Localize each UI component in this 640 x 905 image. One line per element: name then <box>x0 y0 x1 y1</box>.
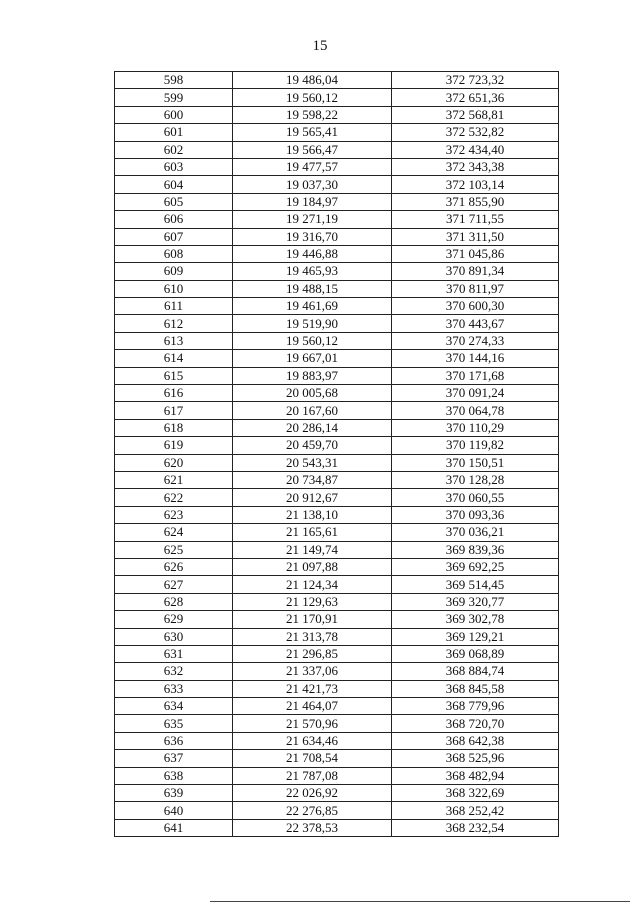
point-number-cell: 622 <box>115 489 233 506</box>
point-number-cell: 599 <box>115 89 233 106</box>
y-coordinate-cell: 372 723,32 <box>392 72 559 89</box>
table-row <box>115 124 559 141</box>
x-coordinate-cell: 21 165,61 <box>233 524 392 541</box>
table-row <box>115 263 559 280</box>
table-row <box>115 367 559 384</box>
point-number-cell: 614 <box>115 350 233 367</box>
table-row <box>115 211 559 228</box>
point-number-cell: 602 <box>115 141 233 158</box>
x-coordinate-cell: 21 149,74 <box>233 541 392 558</box>
table-row <box>115 611 559 628</box>
y-coordinate-cell: 369 692,25 <box>392 558 559 575</box>
y-coordinate-cell: 370 110,29 <box>392 419 559 436</box>
table-row <box>115 541 559 558</box>
y-coordinate-cell: 372 651,36 <box>392 89 559 106</box>
point-number-cell: 603 <box>115 158 233 175</box>
y-coordinate-cell: 368 845,58 <box>392 680 559 697</box>
table-row <box>115 802 559 819</box>
y-coordinate-cell: 369 839,36 <box>392 541 559 558</box>
x-coordinate-cell: 20 005,68 <box>233 385 392 402</box>
y-coordinate-cell: 370 811,97 <box>392 280 559 297</box>
x-coordinate-cell: 21 129,63 <box>233 593 392 610</box>
table-row <box>115 176 559 193</box>
table-row <box>115 245 559 262</box>
table-row <box>115 419 559 436</box>
x-coordinate-cell: 22 276,85 <box>233 802 392 819</box>
point-number-cell: 627 <box>115 576 233 593</box>
point-number-cell: 598 <box>115 72 233 89</box>
x-coordinate-cell: 19 560,12 <box>233 332 392 349</box>
y-coordinate-cell: 368 720,70 <box>392 715 559 732</box>
table-row <box>115 402 559 419</box>
y-coordinate-cell: 370 036,21 <box>392 524 559 541</box>
y-coordinate-cell: 370 171,68 <box>392 367 559 384</box>
y-coordinate-cell: 372 568,81 <box>392 106 559 123</box>
x-coordinate-cell: 19 667,01 <box>233 350 392 367</box>
point-number-cell: 631 <box>115 645 233 662</box>
point-number-cell: 605 <box>115 193 233 210</box>
x-coordinate-cell: 20 543,31 <box>233 454 392 471</box>
y-coordinate-cell: 368 322,69 <box>392 785 559 802</box>
y-coordinate-cell: 371 711,55 <box>392 211 559 228</box>
point-number-cell: 613 <box>115 332 233 349</box>
point-number-cell: 600 <box>115 106 233 123</box>
x-coordinate-cell: 21 570,96 <box>233 715 392 732</box>
point-number-cell: 618 <box>115 419 233 436</box>
x-coordinate-cell: 19 883,97 <box>233 367 392 384</box>
point-number-cell: 632 <box>115 663 233 680</box>
table-row <box>115 158 559 175</box>
x-coordinate-cell: 20 734,87 <box>233 471 392 488</box>
x-coordinate-cell: 19 271,19 <box>233 211 392 228</box>
point-number-cell: 619 <box>115 437 233 454</box>
coordinates-table-body <box>115 72 559 837</box>
point-number-cell: 615 <box>115 367 233 384</box>
table-row <box>115 280 559 297</box>
x-coordinate-cell: 21 124,34 <box>233 576 392 593</box>
point-number-cell: 624 <box>115 524 233 541</box>
table-row <box>115 645 559 662</box>
y-coordinate-cell: 369 068,89 <box>392 645 559 662</box>
y-coordinate-cell: 371 311,50 <box>392 228 559 245</box>
x-coordinate-cell: 19 565,41 <box>233 124 392 141</box>
table-row <box>115 454 559 471</box>
point-number-cell: 621 <box>115 471 233 488</box>
y-coordinate-cell: 371 855,90 <box>392 193 559 210</box>
table-row <box>115 715 559 732</box>
point-number-cell: 616 <box>115 385 233 402</box>
x-coordinate-cell: 19 477,57 <box>233 158 392 175</box>
y-coordinate-cell: 368 884,74 <box>392 663 559 680</box>
y-coordinate-cell: 368 232,54 <box>392 819 559 836</box>
point-number-cell: 620 <box>115 454 233 471</box>
y-coordinate-cell: 368 252,42 <box>392 802 559 819</box>
x-coordinate-cell: 19 446,88 <box>233 245 392 262</box>
x-coordinate-cell: 21 421,73 <box>233 680 392 697</box>
point-number-cell: 611 <box>115 298 233 315</box>
table-row <box>115 228 559 245</box>
point-number-cell: 601 <box>115 124 233 141</box>
point-number-cell: 640 <box>115 802 233 819</box>
x-coordinate-cell: 19 486,04 <box>233 72 392 89</box>
y-coordinate-cell: 369 129,21 <box>392 628 559 645</box>
x-coordinate-cell: 19 598,22 <box>233 106 392 123</box>
point-number-cell: 604 <box>115 176 233 193</box>
y-coordinate-cell: 372 434,40 <box>392 141 559 158</box>
bottom-divider <box>210 901 630 902</box>
y-coordinate-cell: 370 891,34 <box>392 263 559 280</box>
table-row <box>115 698 559 715</box>
y-coordinate-cell: 370 119,82 <box>392 437 559 454</box>
y-coordinate-cell: 368 642,38 <box>392 732 559 749</box>
point-number-cell: 610 <box>115 280 233 297</box>
x-coordinate-cell: 21 337,06 <box>233 663 392 680</box>
table-row <box>115 332 559 349</box>
point-number-cell: 607 <box>115 228 233 245</box>
x-coordinate-cell: 19 488,15 <box>233 280 392 297</box>
y-coordinate-cell: 370 128,28 <box>392 471 559 488</box>
y-coordinate-cell: 370 064,78 <box>392 402 559 419</box>
point-number-cell: 609 <box>115 263 233 280</box>
table-row <box>115 524 559 541</box>
table-row <box>115 663 559 680</box>
y-coordinate-cell: 368 482,94 <box>392 767 559 784</box>
x-coordinate-cell: 21 464,07 <box>233 698 392 715</box>
point-number-cell: 634 <box>115 698 233 715</box>
table-row <box>115 315 559 332</box>
y-coordinate-cell: 370 091,24 <box>392 385 559 402</box>
point-number-cell: 633 <box>115 680 233 697</box>
table-row <box>115 471 559 488</box>
x-coordinate-cell: 19 465,93 <box>233 263 392 280</box>
table-row <box>115 106 559 123</box>
table-row <box>115 141 559 158</box>
x-coordinate-cell: 22 026,92 <box>233 785 392 802</box>
table-row <box>115 385 559 402</box>
x-coordinate-cell: 20 167,60 <box>233 402 392 419</box>
table-row <box>115 767 559 784</box>
y-coordinate-cell: 370 060,55 <box>392 489 559 506</box>
point-number-cell: 623 <box>115 506 233 523</box>
table-row <box>115 628 559 645</box>
x-coordinate-cell: 21 097,88 <box>233 558 392 575</box>
table-row <box>115 785 559 802</box>
page-number: 15 <box>312 38 328 54</box>
x-coordinate-cell: 19 461,69 <box>233 298 392 315</box>
y-coordinate-cell: 370 443,67 <box>392 315 559 332</box>
table-row <box>115 89 559 106</box>
x-coordinate-cell: 21 634,46 <box>233 732 392 749</box>
y-coordinate-cell: 372 532,82 <box>392 124 559 141</box>
x-coordinate-cell: 21 313,78 <box>233 628 392 645</box>
x-coordinate-cell: 21 170,91 <box>233 611 392 628</box>
table-row <box>115 72 559 89</box>
table-row <box>115 750 559 767</box>
table-row <box>115 506 559 523</box>
y-coordinate-cell: 369 320,77 <box>392 593 559 610</box>
x-coordinate-cell: 19 316,70 <box>233 228 392 245</box>
y-coordinate-cell: 368 525,96 <box>392 750 559 767</box>
y-coordinate-cell: 368 779,96 <box>392 698 559 715</box>
point-number-cell: 612 <box>115 315 233 332</box>
point-number-cell: 617 <box>115 402 233 419</box>
point-number-cell: 637 <box>115 750 233 767</box>
point-number-cell: 606 <box>115 211 233 228</box>
point-number-cell: 629 <box>115 611 233 628</box>
point-number-cell: 608 <box>115 245 233 262</box>
x-coordinate-cell: 19 184,97 <box>233 193 392 210</box>
point-number-cell: 641 <box>115 819 233 836</box>
table-row <box>115 576 559 593</box>
table-row <box>115 558 559 575</box>
y-coordinate-cell: 369 302,78 <box>392 611 559 628</box>
point-number-cell: 635 <box>115 715 233 732</box>
x-coordinate-cell: 22 378,53 <box>233 819 392 836</box>
table-row <box>115 732 559 749</box>
x-coordinate-cell: 21 138,10 <box>233 506 392 523</box>
point-number-cell: 639 <box>115 785 233 802</box>
y-coordinate-cell: 370 600,30 <box>392 298 559 315</box>
point-number-cell: 625 <box>115 541 233 558</box>
coordinates-table <box>114 71 559 837</box>
x-coordinate-cell: 20 459,70 <box>233 437 392 454</box>
table-row <box>115 819 559 836</box>
table-row <box>115 350 559 367</box>
y-coordinate-cell: 370 150,51 <box>392 454 559 471</box>
x-coordinate-cell: 19 560,12 <box>233 89 392 106</box>
point-number-cell: 630 <box>115 628 233 645</box>
x-coordinate-cell: 21 787,08 <box>233 767 392 784</box>
table-row <box>115 593 559 610</box>
x-coordinate-cell: 21 708,54 <box>233 750 392 767</box>
y-coordinate-cell: 370 274,33 <box>392 332 559 349</box>
point-number-cell: 626 <box>115 558 233 575</box>
table-row <box>115 298 559 315</box>
x-coordinate-cell: 19 519,90 <box>233 315 392 332</box>
y-coordinate-cell: 370 093,36 <box>392 506 559 523</box>
y-coordinate-cell: 370 144,16 <box>392 350 559 367</box>
table-row <box>115 680 559 697</box>
point-number-cell: 636 <box>115 732 233 749</box>
point-number-cell: 638 <box>115 767 233 784</box>
y-coordinate-cell: 369 514,45 <box>392 576 559 593</box>
x-coordinate-cell: 21 296,85 <box>233 645 392 662</box>
table-row <box>115 489 559 506</box>
y-coordinate-cell: 372 103,14 <box>392 176 559 193</box>
point-number-cell: 628 <box>115 593 233 610</box>
y-coordinate-cell: 372 343,38 <box>392 158 559 175</box>
x-coordinate-cell: 20 286,14 <box>233 419 392 436</box>
x-coordinate-cell: 19 566,47 <box>233 141 392 158</box>
table-row <box>115 193 559 210</box>
y-coordinate-cell: 371 045,86 <box>392 245 559 262</box>
x-coordinate-cell: 19 037,30 <box>233 176 392 193</box>
x-coordinate-cell: 20 912,67 <box>233 489 392 506</box>
table-row <box>115 437 559 454</box>
